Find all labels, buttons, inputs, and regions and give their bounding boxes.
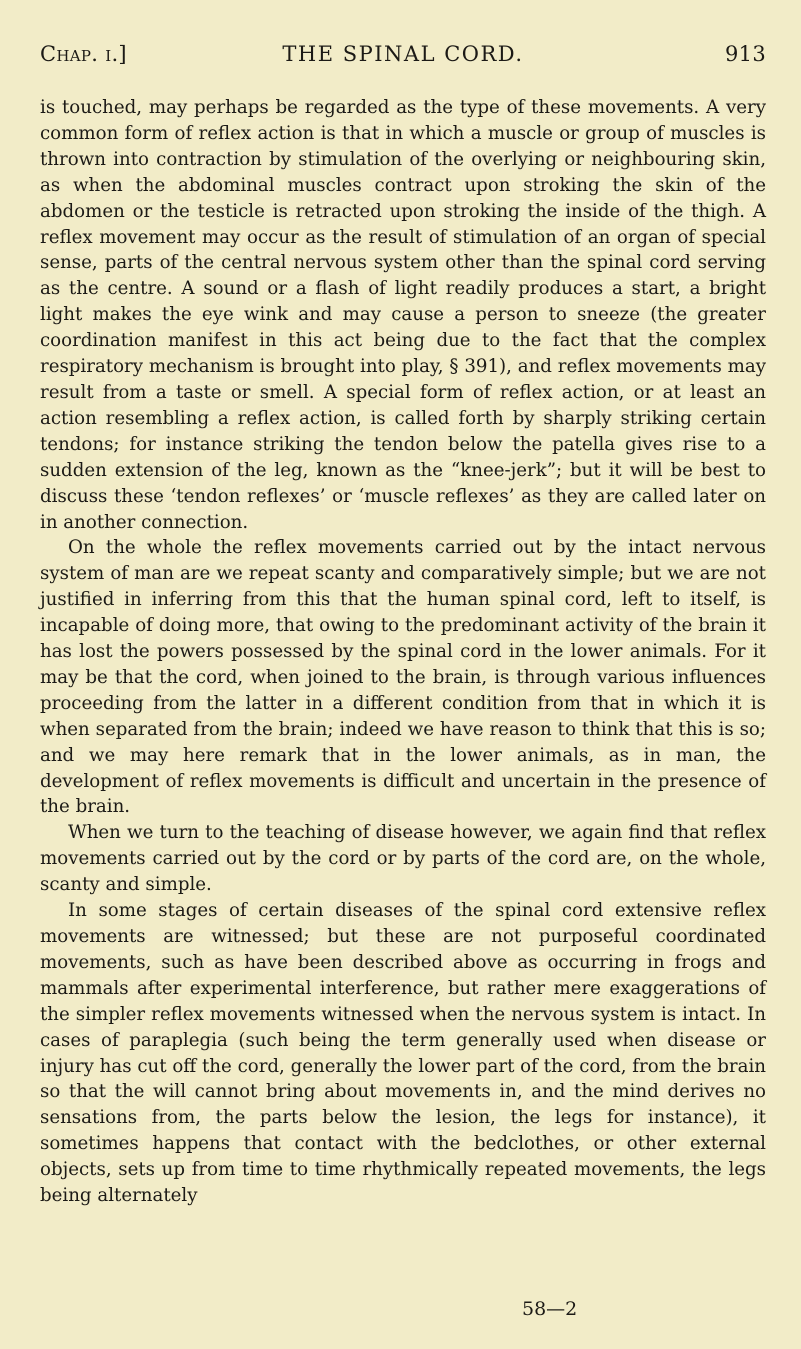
running-head [40, 42, 766, 74]
paragraph: In some stages of certain diseases of the spinal cord extensive reflex movements are witnessed; but these are not purposeful coordinated movements, such as have been described above as occurring in frogs and mammals after experimental interference, but rather mere exaggerations of the simpler reflex movements witnessed when the nervous system is intact. In cases of paraplegia (such being the term generally used when disease or injury has cut off the cord, generally the lower part of the cord, from the brain so that the will cannot bring about movements in, and the mind derives no sensations from, the parts below the lesion, the legs for instance), it sometimes happens that contact with the bedclothes, or other external objects, sets up from time to time rhythmically repeated movements, the legs being alternately [40, 900, 766, 1207]
signature-mark: 58—2 [522, 1298, 578, 1320]
running-title: THE SPINAL CORD. [282, 42, 524, 66]
body-text [40, 95, 766, 1209]
page-number: 913 [725, 42, 766, 66]
paragraph: On the whole the reflex movements carried out by the intact nervous system of man are we repeat scanty and comparatively simple; but we are not justified in inferring from this that the human spinal cord, left to itself, is incapable of doing more, that owing to the predominant activity of the brain it has lost the powers possessed by the spinal cord in the lower animals. For it may be that the cord, when joined to the brain, is through various influences proceeding from the latter in a different condition from that in which it is when separated from the brain; indeed we have reason to think that this is so; and we may here remark that in the lower animals, as in man, the development of reflex movements is difficult and uncertain in the presence of the brain. [40, 537, 766, 818]
chapter-label: Chap. i.] [40, 42, 127, 66]
paragraph: is touched, may perhaps be regarded as the type of these movements. A very common form of reflex action is that in which a muscle or group of muscles is thrown into contraction by stimulation of the overlying or neighbouring skin, as when the abdominal muscles contract upon stroking the skin of the abdomen or the testicle is retracted upon stroking the inside of the thigh. A reflex movement may occur as the result of stimulation of an organ of special sense, parts of the central nervous system other than the spinal cord serving as the centre. A sound or a flash of light readily produces a start, a bright light makes the eye wink and may cause a person to sneeze (the greater coordination manifest in this act being due to the fact that the complex respiratory mechanism is brought into play, § 391), and reflex movements may result from a taste or smell. A special form of reflex action, or at least an action resembling a reflex action, is called forth by sharply striking certain tendons; for instance striking the tendon below the patella gives rise to a sudden extension of the leg, known as the “knee-jerk”; but it will be best to discuss these ‘tendon reflexes’ or ‘muscle reflexes’ as they are called later on in another connection. [40, 97, 766, 533]
page [40, 0, 766, 1349]
paragraph: When we turn to the teaching of disease however, we again find that reflex movements carried out by the cord or by parts of the cord are, on the whole, scanty and simple. [40, 822, 766, 896]
